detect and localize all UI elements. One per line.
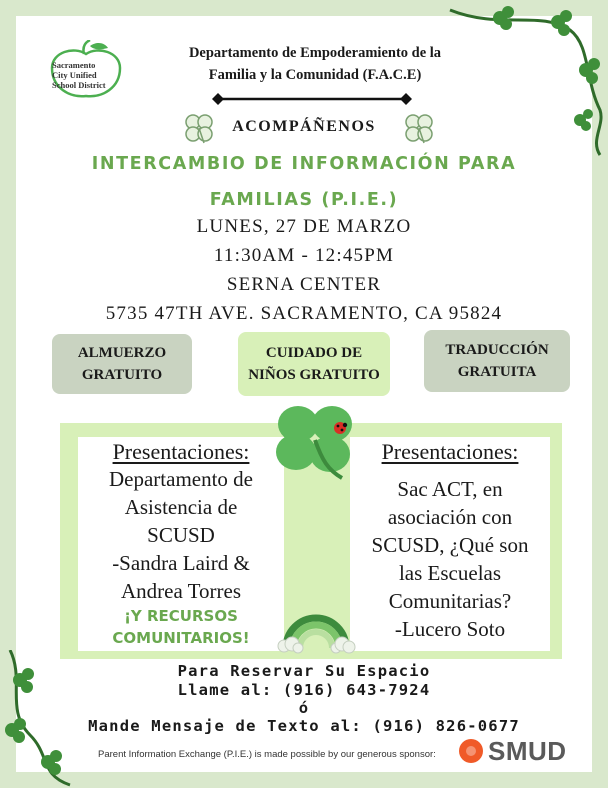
presentation-right-heading: Presentaciones: [381,439,519,464]
department-name: Departamento de Empoderamiento de la Familia y la Comunidad (F.A.C.E) [188,45,442,83]
event-address: 5735 47TH AVE. SACRAMENTO, CA 95824 [105,303,503,324]
event-title: INTERCAMBIO DE INFORMACIÓN PARA FAMILIAS (P.I.E.) [91,154,517,210]
sponsor-brand: SMUD [488,736,567,766]
offer-free-childcare: CUIDADO DE NIÑOS GRATUITO [238,332,390,396]
or-line: ó [298,699,310,717]
clover-ladybug-icon [272,400,358,480]
offer-free-lunch: ALMUERZO GRATUITO [52,334,192,394]
sponsor-note: Parent Information Exchange (P.I.E.) is made possible by our generous sponsor: [98,749,436,760]
event-venue: SERNA CENTER [226,274,382,295]
smud-logo-icon [458,738,484,764]
presentation-left-heading: Presentaciones: [112,439,250,464]
presentation-right-body: Sac ACT, en asociación con SCUSD, ¿Qué son las Escuelas Comunitarias? -Lucero Soto [371,477,529,641]
call-line: Llame al: (916) 643-7924 [177,681,431,699]
clover-right-icon [402,111,436,145]
offer-free-translation: TRADUCCIÓN GRATUITA [424,330,570,392]
presentation-left [78,437,284,651]
logo-text: Sacramento City Unified School District [52,60,106,90]
event-date: LUNES, 27 DE MARZO [196,216,412,237]
community-resources: ¡Y RECURSOS COMUNITARIOS! [112,607,250,647]
divider-line [212,92,412,106]
reserve-line: Para Reservar Su Espacio [177,662,431,680]
rainbow-icon [276,598,356,656]
presentation-right [350,437,550,651]
text-line: Mande Mensaje de Texto al: (916) 826-0677 [88,717,520,735]
join-us-label: ACOMPÁÑENOS [232,118,376,135]
event-time: 11:30AM - 12:45PM [213,245,395,266]
presentation-left-body: Departamento de Asistencia de SCUSD -Sandra Laird & Andrea Torres [108,467,254,603]
